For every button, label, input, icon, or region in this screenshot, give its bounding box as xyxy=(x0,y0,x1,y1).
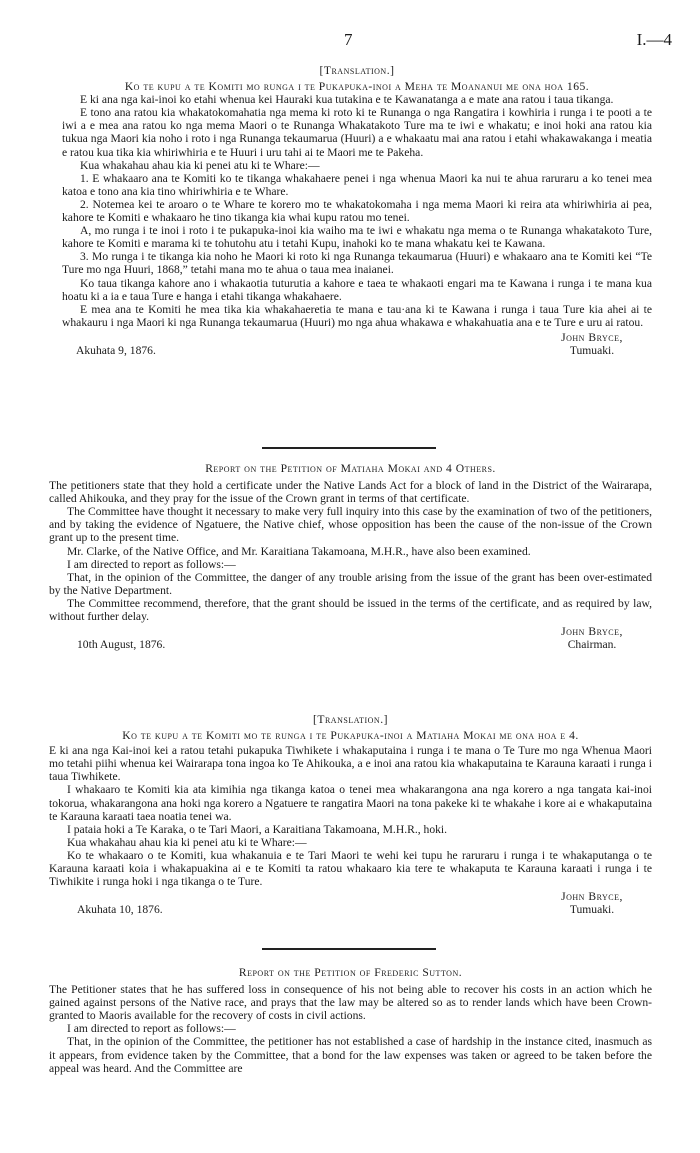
paragraph: That, in the opinion of the Committee, the danger of any trouble arising from the issue of the grant has been over-estimated by the Native Department. xyxy=(49,570,652,597)
section-divider xyxy=(262,447,436,449)
signature-block xyxy=(62,331,652,357)
section-translation-mokai xyxy=(49,713,652,916)
translation-label: [Translation.] xyxy=(313,713,388,726)
paragraph: 2. Notemea kei te aroaro o te Whare te korero mo te whakatokomaha i nga mema Maori ki reira ata whiriwhiria ai pea, kahore te Komiti e whakaaro he tino tikanga kia whai kupu ratou mo tenei. xyxy=(62,197,652,225)
paragraph: The Petitioner states that he has suffered loss in consequence of his not being able to recover his costs in an action which he gained against persons of the Native race, and prays that the law may be altered so as to render lands which have been Crown-granted to Maoris available for the recovery of costs in civil actions. xyxy=(49,983,652,1023)
paragraph: Kua whakahau ahau kia ki penei atu ki te Whare:— xyxy=(67,835,307,849)
paragraph: E ki ana nga kai-inoi ko etahi whenua kei Hauraki kua tutakina e te Kawanatanga a e mate ana ratou i taua tikanga. xyxy=(80,93,614,107)
page-header xyxy=(0,30,700,50)
paragraph: I am directed to report as follows:— xyxy=(67,1022,236,1036)
paragraph: The Committee recommend, therefore, that the grant should be issued in the terms of the certificate, and as required by law, without further delay. xyxy=(49,596,652,624)
signer-role: Tumuaki. xyxy=(569,343,615,357)
signatory xyxy=(532,625,652,651)
date-line: Akuhata 10, 1876. xyxy=(77,903,163,917)
section-report-mokai xyxy=(49,462,652,651)
section-title: Ko te kupu a te Komiti mo runga i te Pukapuka-inoi a Meha te Moananui me ona hoa 165. xyxy=(124,80,590,94)
paragraph: Ko te whakaaro o te Komiti, kua whakanuia e te Tari Maori te wehi kei tupu he raruraru i runga i te whakaputanga o te Karauna karaati koia i whakapuakina ai e te Komiti ta ratou whakaaro kia tere te whakaputa te Karauna karaati i runga i te Tiwhikite i runga hoki i nga tikanga o te Ture. xyxy=(49,848,652,889)
section-translation-meha xyxy=(62,64,652,357)
section-divider xyxy=(262,948,436,950)
signature-block xyxy=(49,890,652,916)
paragraph: The Committee have thought it necessary to make very full inquiry into this case by the examination of two of the petitioners, and by taking the evidence of Ngatuere, the Native chief, whose opposition has been the cause of the non-issue of the Crown grant up to the present time. xyxy=(49,505,652,545)
signature-block xyxy=(49,625,652,651)
paragraph: 3. Mo runga i te tikanga kia noho he Maori ki roto ki nga Runanga tekaumarua (Huuri) e whakaaro ana te Komiti kei “Te Ture mo nga Huuri, 1868,” tetahi mana mo te ahua o taua mea inaianei. xyxy=(62,250,652,277)
signer-name: John Bryce, xyxy=(561,330,623,344)
paragraph: I pataia hoki a Te Karaka, o te Tari Maori, a Karaitiana Takamoana, M.H.R., hoki. xyxy=(67,822,448,836)
section-title: Ko te kupu a te Komiti mo te runga i te Pukapuka-inoi a Matiaha Mokai me ona hoa e 4. xyxy=(122,729,579,743)
signatory xyxy=(532,331,652,357)
paragraph: E mea ana te Komiti he mea tika kia whakahaeretia te mana e tau·ana ki te Kawana i runga i taua Ture kia ahei ai te whakauru i nga Maori ki nga Runanga tekaumarua (Huuri) mo nga ahua whakawa e whakahuatia ana e te Ture e uru ai ratou. xyxy=(62,302,652,329)
paragraph: Ko taua tikanga kahore ano i whakaotia tuturutia a kahore e taea te whakaoti engari ma te Kawana i runga i te mana kua hoatu ki a ia e taua Ture e hanga i etahi tikanga whakahaere. xyxy=(62,276,652,303)
signer-name: John Bryce, xyxy=(561,890,623,904)
paragraph: Kua whakahau ahau kia ki penei atu ki te Whare:— xyxy=(80,158,320,172)
document-reference: I.—4 xyxy=(636,30,672,49)
paragraph: I whakaaro te Komiti kia ata kimihia nga tikanga katoa o tenei mea whakarangona ana nga korero a nga tangata kai-inoi tokorua, whakarangona ana hoki nga korero a Ngatuere te rangatira Maori na tona pakeke ki te whakahe i kore ai e whakaputaina te Karauna karaati taea noatia tenei wa. xyxy=(49,783,652,823)
section-title: Report on the Petition of Matiaha Mokai and 4 Others. xyxy=(205,462,496,475)
translation-label: [Translation.] xyxy=(319,64,395,77)
section-report-sutton xyxy=(49,966,652,1075)
date-line: 10th August, 1876. xyxy=(77,638,166,652)
signer-role: Tumuaki. xyxy=(569,903,615,917)
paragraph: I am directed to report as follows:— xyxy=(67,557,236,571)
paragraph: The petitioners state that they hold a certificate under the Native Lands Act for a block of land in the District of the Wairarapa, called Ahikouka, and they pray for the issue of the Crown grant in terms of that certificate. xyxy=(49,479,652,506)
paragraph: That, in the opinion of the Committee, the petitioner has not established a case of hardship in the instance cited, inasmuch as it appears, from evidence taken by the Committee, that a bond for the law expenses was taken or agreed to be taken before the appeal was heard. And the Committee are xyxy=(49,1035,652,1075)
signer-role: Chairman. xyxy=(567,638,617,652)
section-title: Report on the Petition of Frederic Sutton. xyxy=(238,966,463,979)
page-number: 7 xyxy=(344,30,353,49)
paragraph: E tono ana ratou kia whakatokomahatia nga mema ki roto ki te Runanga o nga Rangatira i kowhiria i runga i te pooti a te iwi a e mea ana ratou ko nga mema Maori o te Runanga Whakatakoto Ture ma te iwi e whakatu; e inoi hoki ana ratou kia tukua nga Maori kia noho i roto i nga Runanga tekaumarua (Huuri) a e whakaatu mai ana ratou i etahi whakawakanga i meatia e ratou kua tika kia whiriwhiria e te Huuri i uru tahi ai te Maori me te Pakeha. xyxy=(62,106,652,159)
paragraph: Mr. Clarke, of the Native Office, and Mr. Karaitiana Takamoana, M.H.R., have also been examined. xyxy=(67,544,531,558)
signatory xyxy=(532,890,652,916)
paragraph: E ki ana nga Kai-inoi kei a ratou tetahi pukapuka Tiwhikete i whakaputaina i runga i te mana o Te Ture mo nga Whenua Maori mo tetahi piihi whenua kei Wairarapa tona ingoa ko Te Ahikouka, a e inoi ana ratou kia whakaputaina te Karauna karaati i runga i taua Tiwhikete. xyxy=(49,744,652,784)
signer-name: John Bryce, xyxy=(561,625,623,639)
paragraph: A, mo runga i te inoi i roto i te pukapuka-inoi kia waiho ma te iwi e whakatu nga mema o te Runanga whakatakoto Ture, kahore te Komiti e marama ki te tohutohu atu i tetahi Kupu, inahoki ko te mana whakatu kei te Kawana. xyxy=(62,224,652,251)
paragraph: 1. E whakaaro ana te Komiti ko te tikanga whakahaere penei i nga whenua Maori ka nui te ahua raruraru a ko tenei mea katoa e tono ana kia tino whiriwhiria e te Whare. xyxy=(62,171,652,198)
date-line: Akuhata 9, 1876. xyxy=(76,343,156,357)
